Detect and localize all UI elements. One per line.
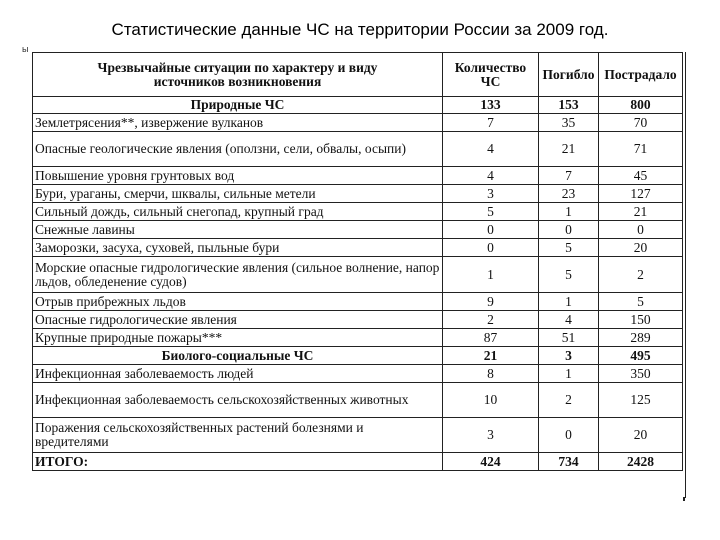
corner-mark: ы <box>22 44 29 54</box>
row-injured: 0 <box>599 221 683 239</box>
header-count: Количество ЧС <box>443 53 539 97</box>
table-header-row <box>33 53 683 97</box>
row-count: 2 <box>443 311 539 329</box>
row-count: 133 <box>443 97 539 114</box>
row-injured: 2 <box>599 257 683 293</box>
table-row <box>33 329 683 347</box>
row-dead: 7 <box>539 167 599 185</box>
row-count: 4 <box>443 167 539 185</box>
row-count: 4 <box>443 132 539 167</box>
table-row <box>33 185 683 203</box>
row-injured: 127 <box>599 185 683 203</box>
row-count: 3 <box>443 185 539 203</box>
table-row <box>33 383 683 418</box>
row-label: Сильный дождь, сильный снегопад, крупный град <box>33 203 443 221</box>
row-injured: 495 <box>599 347 683 365</box>
row-label: Опасные геологические явления (оползни, сели, обвалы, осыпи) <box>33 132 443 167</box>
row-label: Повышение уровня грунтовых вод <box>33 167 443 185</box>
header-dead: Погибло <box>539 53 599 97</box>
row-dead: 1 <box>539 293 599 311</box>
row-label: Биолого-социальные ЧС <box>33 347 443 365</box>
header-situations: Чрезвычайные ситуации по характеру и виду источников возникновения <box>33 53 443 97</box>
row-injured: 125 <box>599 383 683 418</box>
statistics-table <box>32 52 683 471</box>
row-label: Морские опасные гидрологические явления (сильное волнение, напор льдов, обледенение судов) <box>33 257 443 293</box>
row-count: 9 <box>443 293 539 311</box>
row-count: 1 <box>443 257 539 293</box>
row-count: 5 <box>443 203 539 221</box>
row-dead: 0 <box>539 418 599 453</box>
total-row <box>33 453 683 471</box>
row-injured: 45 <box>599 167 683 185</box>
table-row <box>33 293 683 311</box>
row-count: 0 <box>443 221 539 239</box>
table-row <box>33 365 683 383</box>
row-label: Снежные лавины <box>33 221 443 239</box>
row-count: 10 <box>443 383 539 418</box>
row-label: Бури, ураганы, смерчи, шквалы, сильные метели <box>33 185 443 203</box>
row-dead: 4 <box>539 311 599 329</box>
row-dead: 0 <box>539 221 599 239</box>
table-body <box>33 97 683 471</box>
row-dead: 51 <box>539 329 599 347</box>
row-count: 0 <box>443 239 539 257</box>
row-dead: 5 <box>539 239 599 257</box>
row-count: 7 <box>443 114 539 132</box>
row-label: Землетрясения**, извержение вулканов <box>33 114 443 132</box>
row-label: Крупные природные пожары*** <box>33 329 443 347</box>
row-injured: 289 <box>599 329 683 347</box>
row-label: Природные ЧС <box>33 97 443 114</box>
header-injured: Пострадало <box>599 53 683 97</box>
table-row <box>33 418 683 453</box>
table-row <box>33 311 683 329</box>
row-label: Инфекционная заболеваемость людей <box>33 365 443 383</box>
row-label: ИТОГО: <box>33 453 443 471</box>
section-row <box>33 347 683 365</box>
row-dead: 23 <box>539 185 599 203</box>
table-row <box>33 114 683 132</box>
row-count: 87 <box>443 329 539 347</box>
table-row <box>33 167 683 185</box>
row-dead: 5 <box>539 257 599 293</box>
row-label: Поражения сельскохозяйственных растений болезнями и вредителями <box>33 418 443 453</box>
row-injured: 21 <box>599 203 683 221</box>
row-dead: 35 <box>539 114 599 132</box>
slide-title: Статистические данные ЧС на территории России за 2009 год. <box>111 20 609 39</box>
row-injured: 20 <box>599 239 683 257</box>
row-count: 3 <box>443 418 539 453</box>
row-dead: 1 <box>539 203 599 221</box>
row-injured: 71 <box>599 132 683 167</box>
row-label: Заморозки, засуха, суховей, пыльные бури <box>33 239 443 257</box>
row-injured: 350 <box>599 365 683 383</box>
row-label: Опасные гидрологические явления <box>33 311 443 329</box>
bottom-tick <box>683 497 685 501</box>
table-row <box>33 257 683 293</box>
row-dead: 3 <box>539 347 599 365</box>
row-dead: 734 <box>539 453 599 471</box>
row-injured: 150 <box>599 311 683 329</box>
row-count: 424 <box>443 453 539 471</box>
row-injured: 800 <box>599 97 683 114</box>
row-label: Отрыв прибрежных льдов <box>33 293 443 311</box>
row-label: Инфекционная заболеваемость сельскохозяйственных животных <box>33 383 443 418</box>
row-dead: 153 <box>539 97 599 114</box>
row-dead: 1 <box>539 365 599 383</box>
row-count: 21 <box>443 347 539 365</box>
row-dead: 21 <box>539 132 599 167</box>
row-injured: 5 <box>599 293 683 311</box>
row-count: 8 <box>443 365 539 383</box>
table-row <box>33 221 683 239</box>
table-row <box>33 203 683 221</box>
section-row <box>33 97 683 114</box>
row-dead: 2 <box>539 383 599 418</box>
table-row <box>33 239 683 257</box>
row-injured: 20 <box>599 418 683 453</box>
row-injured: 70 <box>599 114 683 132</box>
statistics-table-container <box>32 52 686 498</box>
row-injured: 2428 <box>599 453 683 471</box>
table-row <box>33 132 683 167</box>
